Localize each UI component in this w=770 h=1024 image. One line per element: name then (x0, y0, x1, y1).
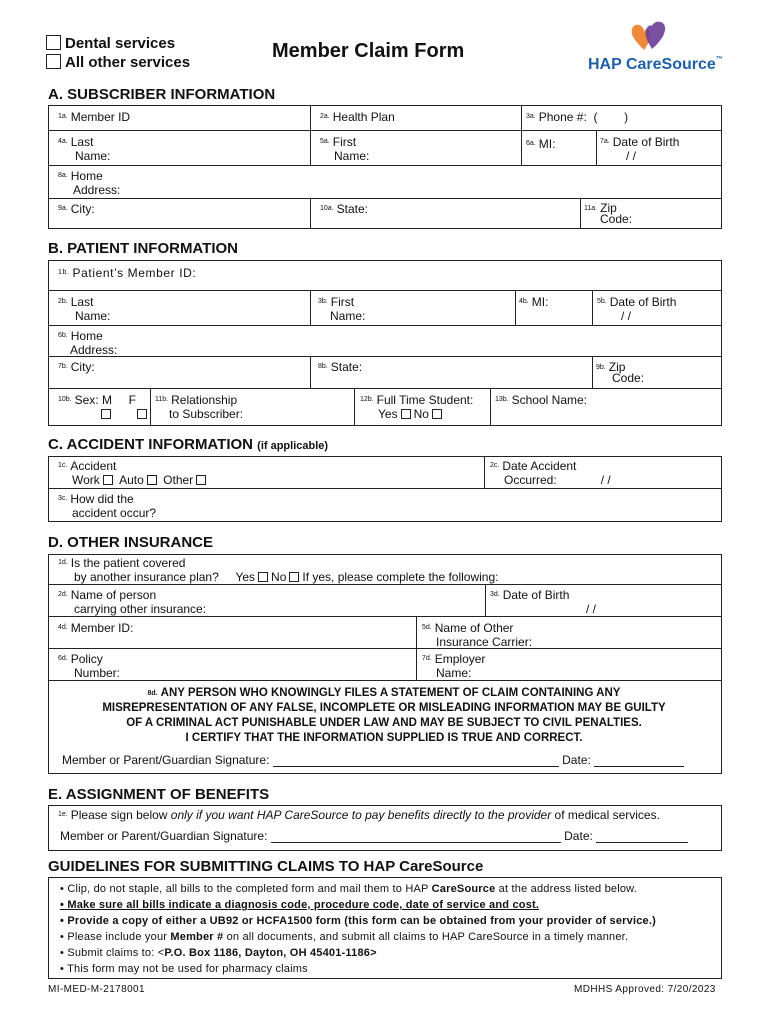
logo-text: HAP CareSource™ (588, 56, 723, 73)
patient-member-id-field[interactable]: $^{1b.}$ Patient’s Member ID: (58, 266, 197, 280)
accident-other-checkbox[interactable] (196, 475, 206, 485)
subscriber-member-id-field[interactable]: $^{1a.}$ Member ID (58, 110, 131, 124)
heart-logo-icon (622, 20, 676, 56)
guideline-4: • Please include your Member # on all documents, and submit all claims to HAP CareSource in a timely manner. (60, 931, 629, 943)
other-insured-name-field[interactable]: $^{2d.}$ Name of person carrying other insurance: (58, 588, 207, 616)
accident-date-field[interactable]: $^{2c.}$ Date Accident Occurred: / / (490, 459, 611, 487)
accident-description-field[interactable]: $^{3c.}$ How did the accident occur? (58, 492, 157, 520)
subscriber-phone-field[interactable]: $^{3a.}$ Phone #: ( ) (526, 110, 629, 124)
other-insurance-no-checkbox[interactable] (289, 572, 299, 582)
patient-last-name-field[interactable]: $^{2b.}$ Last Name: (58, 295, 111, 323)
accident-auto-checkbox[interactable] (147, 475, 157, 485)
subscriber-mi-field[interactable]: $^{6a.}$ MI: (526, 137, 556, 151)
student-yes-checkbox[interactable] (401, 409, 411, 419)
guideline-5: • Submit claims to: <P.O. Box 1186, Dayton, OH 45401-1186> (60, 947, 377, 959)
patient-home-address-field[interactable]: $^{6b.}$ Home Address: (58, 329, 118, 357)
section-b-heading: B. PATIENT INFORMATION (48, 240, 238, 257)
sex-female-checkbox[interactable] (137, 409, 147, 419)
other-services-label: All other services (65, 54, 191, 71)
other-insurance-covered-field[interactable]: $^{1d.}$ Is the patient covered by another insurance plan? Yes No If yes, please complete the following: (58, 556, 499, 584)
other-services-option[interactable] (46, 54, 190, 71)
form-id: MI-MED-M-2178001 (48, 984, 145, 995)
section-a-heading: A. SUBSCRIBER INFORMATION (48, 86, 276, 103)
patient-relationship-field[interactable]: $^{11b.}$ Relationship to Subscriber: (155, 393, 244, 421)
form-title: Member Claim Form (272, 40, 465, 62)
other-insured-dob-field[interactable]: $^{3d.}$ Date of Birth / / (490, 588, 597, 616)
fraud-signature-line[interactable] (273, 755, 559, 767)
fraud-signature-row: Member or Parent/Guardian Signature: Date: (62, 753, 684, 767)
approval-date: MDHHS Approved: 7/20/2023 (574, 984, 716, 995)
fraud-date-line[interactable] (594, 755, 684, 767)
student-no-checkbox[interactable] (432, 409, 442, 419)
section-c-heading: C. ACCIDENT INFORMATION (if applicable) (48, 436, 329, 453)
patient-city-field[interactable]: $^{7b.}$ City: (58, 360, 95, 374)
dental-services-checkbox[interactable] (46, 35, 61, 50)
other-services-checkbox[interactable] (46, 54, 61, 69)
section-d-heading: D. OTHER INSURANCE (48, 534, 214, 551)
sex-male-checkbox[interactable] (101, 409, 111, 419)
assignment-signature-row: Member or Parent/Guardian Signature: Date: (60, 829, 688, 843)
patient-sex-field[interactable]: $^{10b.}$ Sex: M F (58, 393, 150, 421)
subscriber-first-name-field[interactable]: $^{5a.}$ First Name: (320, 135, 370, 163)
subscriber-dob-field[interactable]: $^{7a.}$ Date of Birth / / (600, 135, 680, 163)
other-employer-name-field[interactable]: $^{7d.}$ Employer Name: (422, 652, 486, 680)
patient-zip-field[interactable]: $^{9b.}$ Zip Code: (596, 360, 645, 385)
patient-dob-field[interactable]: $^{5b.}$ Date of Birth / / (597, 295, 677, 323)
patient-state-field[interactable]: $^{8b.}$ State: (318, 360, 363, 374)
guideline-2: • Make sure all bills indicate a diagnosis code, procedure code, date of service and cost. (60, 899, 540, 911)
subscriber-state-field[interactable]: $^{10a.}$ State: (320, 202, 368, 216)
section-e-heading: E. ASSIGNMENT OF BENEFITS (48, 786, 270, 803)
assignment-instruction: $^{1e.}$ Please sign below only if you want HAP CareSource to pay benefits directly to the provider of medical services. (58, 808, 660, 822)
guideline-3: • Provide a copy of either a UB92 or HCFA1500 form (this form can be obtained from your provider of service.) (60, 915, 656, 927)
subscriber-city-field[interactable]: $^{9a.}$ City: (58, 202, 95, 216)
guidelines-heading: GUIDELINES FOR SUBMITTING CLAIMS TO HAP CareSource (48, 858, 484, 875)
subscriber-health-plan-field[interactable]: $^{2a.}$ Health Plan (320, 110, 395, 124)
subscriber-zip-field[interactable]: $^{11a.}$ Zip Code: (584, 201, 633, 226)
fraud-warning: $^{8d.}$ ANY PERSON WHO KNOWINGLY FILES A STATEMENT OF CLAIM CONTAINING ANY MISREPRESENTATION OF ANY FALSE, INCOMPLETE OR MISLEADING INFORMATION MAY BE GUILTY OF A CRIMINAL ACT PUNISHABLE UNDER LAW AND MAY BE SUBJECT TO CIVIL PENALTIES. I CERTIFY THAT THE INFORMATION SUPPLIED IS TRUE AND CORRECT. (102, 687, 666, 744)
assignment-date-line[interactable] (596, 831, 688, 843)
subscriber-last-name-field[interactable]: $^{4a.}$ Last Name: (58, 135, 111, 163)
subscriber-home-address-field[interactable]: $^{8a.}$ Home Address: (58, 169, 121, 197)
dental-services-option[interactable] (46, 35, 175, 52)
other-policy-number-field[interactable]: $^{6d.}$ Policy Number: (58, 652, 121, 680)
accident-work-checkbox[interactable] (103, 475, 113, 485)
guideline-1: • Clip, do not staple, all bills to the completed form and mail them to HAP CareSource at the address listed below. (60, 883, 637, 895)
guideline-6: • This form may not be used for pharmacy claims (60, 963, 308, 975)
patient-mi-field[interactable]: $^{4b.}$ MI: (519, 295, 549, 309)
assignment-signature-line[interactable] (271, 831, 561, 843)
other-insurance-carrier-field[interactable]: $^{5d.}$ Name of Other Insurance Carrier: (422, 621, 533, 649)
patient-student-field[interactable]: $^{12b.}$ Full Time Student: Yes No (360, 393, 474, 421)
patient-first-name-field[interactable]: $^{3b.}$ First Name: (318, 295, 366, 323)
other-insurance-yes-checkbox[interactable] (258, 572, 268, 582)
accident-type-field[interactable]: $^{1c.}$ Accident Work Auto Other (58, 459, 209, 487)
other-insured-member-id-field[interactable]: $^{4d.}$ Member ID: (58, 621, 134, 635)
patient-school-name-field[interactable]: $^{13b.}$ School Name: (495, 393, 587, 407)
hap-caresource-logo (588, 20, 728, 76)
dental-services-label: Dental services (65, 35, 176, 52)
